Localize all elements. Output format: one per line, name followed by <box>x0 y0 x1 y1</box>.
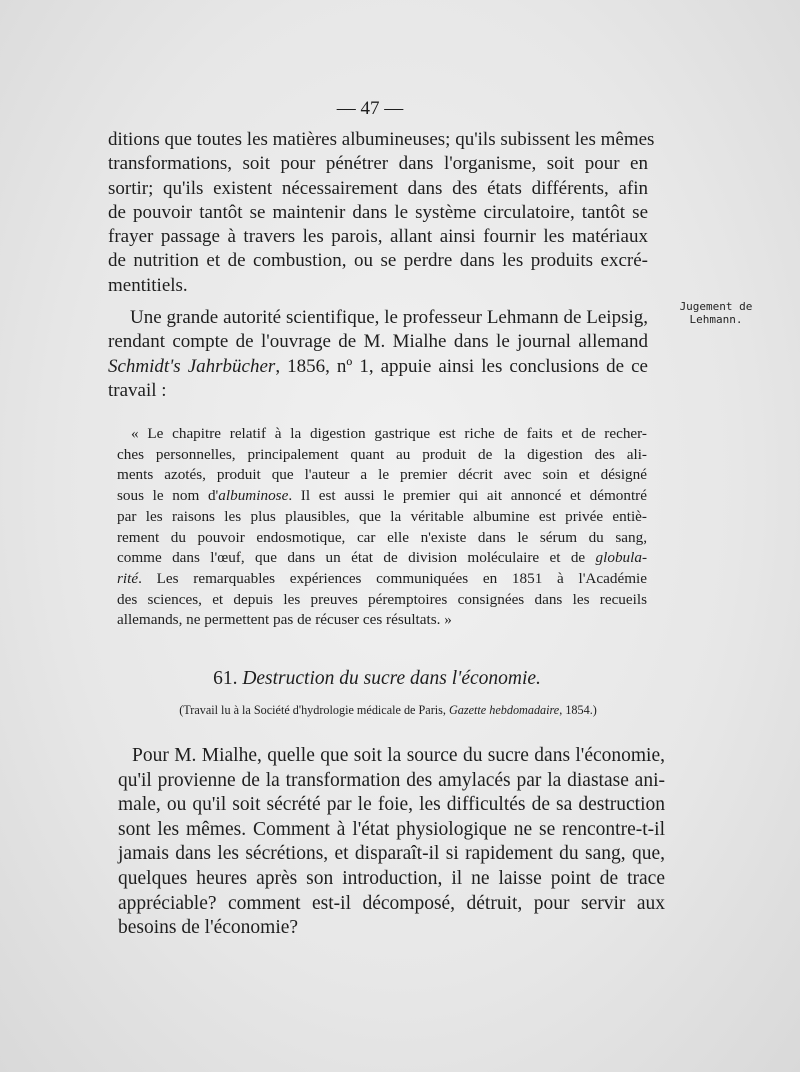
section-source-note <box>108 703 668 718</box>
margin-note-line: Jugement de <box>679 300 753 313</box>
text-fragment: . Les remarquables expériences communiquées en 1851 à l'Académie <box>138 569 647 587</box>
emphasis: rité <box>117 569 139 587</box>
text-line: travail : <box>108 379 167 401</box>
text-line: sortir; qu'ils existent nécessairement dans des états différents, afin <box>108 177 648 199</box>
text-line: mentitiels. <box>108 274 188 296</box>
quote-line: ches personnelles, principalement quant au produit de la digestion des ali- <box>117 445 647 463</box>
text-line: de nutrition et de combustion, ou se perdre dans les produits excré- <box>108 250 648 272</box>
quote-line <box>117 548 647 569</box>
quote-line: par les raisons les plus plausibles, que la véritable albumine est privée entiè- <box>117 507 647 525</box>
quote-line <box>117 569 647 590</box>
text-line: transformations, soit pour pénétrer dans l'organisme, soit pour en <box>108 153 648 175</box>
text-line: qu'il provienne de la transformation des amylacés par la diastase ani- <box>118 769 665 791</box>
text-line: de pouvoir tantôt se maintenir dans le système circulatoire, tantôt se <box>108 201 648 223</box>
text-fragment: . Il est aussi le premier qui ait annoncé et démontré <box>288 487 647 505</box>
text-line: quelques heures après son introduction, il ne laisse point de trace <box>118 867 665 889</box>
page-number: — 47 — <box>336 98 404 119</box>
paragraph-2 <box>108 306 648 403</box>
text-line: rendant compte de l'ouvrage de M. Mialhe dans le journal allemand <box>108 331 648 353</box>
text-fragment: (Travail lu à la Société d'hydrologie médicale de Paris, <box>179 703 449 717</box>
emphasis: globula- <box>595 549 647 567</box>
journal-title: Schmidt's Jahrbücher <box>108 355 276 377</box>
margin-note-line: Lehmann. <box>689 313 743 326</box>
text-line: male, ou qu'il soit sécrété par le foie, les difficultés de sa destruction <box>118 794 665 816</box>
quote-line <box>117 486 647 507</box>
text-line <box>108 355 648 379</box>
section-title: Destruction du sucre dans l'économie. <box>242 668 541 689</box>
text-fragment: comme dans l'œuf, que dans un état de division moléculaire et de <box>117 549 596 567</box>
quote-line: rement du pouvoir endosmotique, car elle n'existe dans le sérum du sang, <box>117 528 647 546</box>
quote-line: des sciences, et depuis les preuves péremptoires consignées dans les recueils <box>117 590 647 608</box>
text-fragment: , 1854.) <box>559 703 597 717</box>
text-line: frayer passage à travers les parois, allant ainsi fournir les matériaux <box>108 226 648 248</box>
margin-note <box>672 300 760 326</box>
section-number: 61. <box>213 668 238 689</box>
text-line: jamais dans les sécrétions, et disparaît-il si rapidement du sang, que, <box>118 843 665 865</box>
text-line: ditions que toutes les matières albumineuses; qu'ils subissent les mêmes <box>108 129 655 150</box>
quote-line: « Le chapitre relatif à la digestion gastrique est riche de faits et de recher- <box>131 425 647 442</box>
quotation <box>117 424 647 631</box>
emphasis: albuminose <box>218 487 289 505</box>
text-line: besoins de l'économie? <box>118 917 299 939</box>
text-line: appréciable? comment est-il décomposé, détruit, pour servir aux <box>118 892 665 914</box>
text-line: Une grande autorité scientifique, le professeur Lehmann de Leipsig, <box>130 307 648 328</box>
section-heading <box>112 668 642 690</box>
paragraph-3 <box>118 744 665 941</box>
text-line: sont les mêmes. Comment à l'état physiologique ne se rencontre-t-il <box>118 818 665 840</box>
text-line: Pour M. Mialhe, quelle que soit la source du sucre dans l'économie, <box>132 745 665 766</box>
text-fragment: sous le nom d' <box>117 487 219 505</box>
text-fragment: , 1856, nº 1, appuie ainsi les conclusions de ce <box>275 355 648 377</box>
paragraph-1 <box>108 128 655 298</box>
quote-line: allemands, ne permettent pas de récuser ces résultats. » <box>117 611 452 629</box>
journal-title: Gazette hebdomadaire <box>448 703 560 717</box>
quote-line: ments azotés, produit que l'auteur a le premier décrit avec soin et désigné <box>117 466 647 484</box>
